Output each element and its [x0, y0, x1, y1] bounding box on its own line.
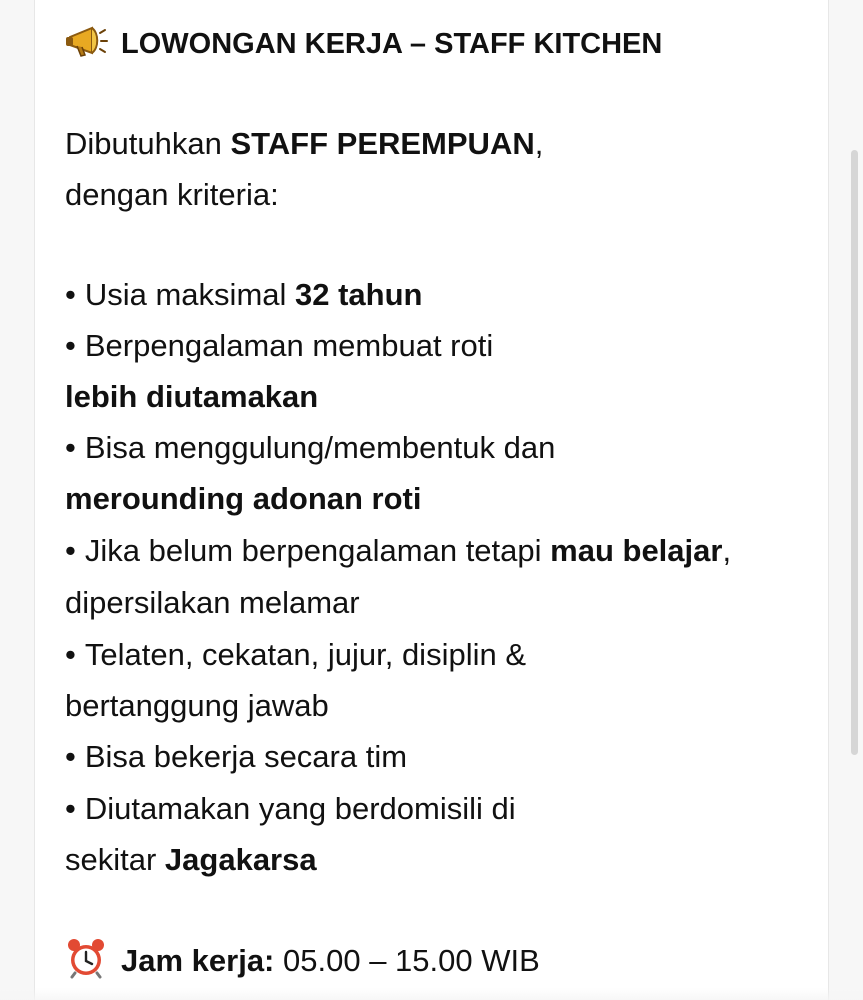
criteria-text: Jika belum berpengalaman tetapi: [84, 533, 551, 568]
criteria-text: Berpengalaman membuat roti: [84, 328, 494, 363]
criteria-continuation: bertanggung jawab: [65, 688, 329, 723]
criteria-item: [65, 327, 493, 365]
bullet: •: [65, 791, 76, 826]
criteria-continuation: dipersilakan melamar: [65, 585, 360, 620]
criteria-continuation-bold: Jagakarsa: [164, 842, 317, 877]
criteria-item: [65, 790, 516, 828]
working-hours-label: Jam kerja:: [121, 943, 275, 978]
megaphone-icon: [64, 24, 108, 60]
working-hours-value: 05.00 – 15.00 WIB: [274, 943, 540, 978]
criteria-item: [65, 276, 422, 314]
criteria-bold: mau belajar: [550, 533, 723, 568]
criteria-item: [65, 636, 526, 674]
intro-suffix: ,: [534, 126, 544, 161]
criteria-continuation: merounding adonan roti: [65, 481, 422, 516]
criteria-text-end: ,: [722, 533, 732, 568]
criteria-text: Diutamakan yang berdomisili di: [84, 791, 516, 826]
bullet: •: [65, 430, 76, 465]
bullet: •: [65, 533, 76, 568]
intro-line-2: dengan kriteria:: [65, 177, 279, 212]
bullet: •: [65, 277, 76, 312]
intro-bold: STAFF PEREMPUAN: [230, 126, 535, 161]
working-hours: [121, 942, 540, 980]
post-title: LOWONGAN KERJA – STAFF KITCHEN: [121, 28, 663, 60]
bullet: •: [65, 637, 76, 672]
criteria-bold: 32 tahun: [295, 277, 423, 312]
criteria-text: Usia maksimal: [84, 277, 296, 312]
criteria-item: [65, 532, 731, 570]
criteria-text: Bisa bekerja secara tim: [84, 739, 408, 774]
alarm-clock-icon: [66, 937, 106, 979]
scrollbar[interactable]: [851, 150, 858, 755]
criteria-item: [65, 738, 407, 776]
intro-prefix: Dibutuhkan: [65, 126, 231, 161]
criteria-item: [65, 429, 555, 467]
criteria-continuation: lebih diutamakan: [65, 379, 319, 414]
criteria-continuation: [65, 841, 317, 879]
criteria-text: Telaten, cekatan, jujur, disiplin &: [84, 637, 527, 672]
bullet: •: [65, 328, 76, 363]
intro-line: [65, 125, 543, 163]
bottom-fade: [0, 988, 863, 1000]
criteria-continuation-prefix: sekitar: [65, 842, 165, 877]
criteria-text: Bisa menggulung/membentuk dan: [84, 430, 556, 465]
bullet: •: [65, 739, 76, 774]
